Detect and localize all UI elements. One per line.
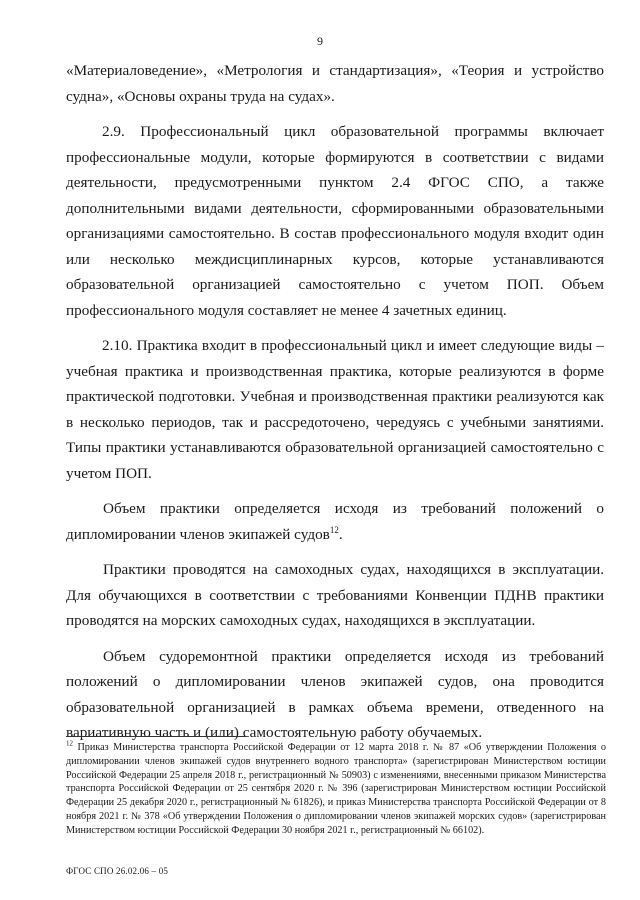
footnote (66, 741, 606, 838)
document-body (66, 58, 604, 746)
paragraph-continuation: «Материаловедение», «Метрология и стандартизация», «Теория и устройство судна», «Основы охраны труда на судах». (66, 62, 604, 105)
paragraph-self-propelled-vessels: Практики проводятся на самоходных судах, находящихся в эксплуатации. Для обучающихся в соответствии с требованиями Конвенции ПДНВ практики проводятся на морских самоходных судах, находящихся в эксплуатации. (66, 561, 604, 629)
paragraph-practice-volume-text: Объем практики определяется исходя из требований положений о дипломировании членов экипажей судов (66, 500, 604, 543)
paragraph-2-9: 2.9. Профессиональный цикл образовательной программы включает профессиональные модули, которые формируются в соответствии с видами деятельности, предусмотренными пунктом 2.4 ФГОС СПО, а также дополнительными видами деятельности, сформированными образовательными организациями самостоятельно. В состав профессионального модуля входит один или несколько междисциплинарных курсов, которые устанавливаются образовательной организацией самостоятельно с учетом ПОП. Объем профессионального модуля составляет не менее 4 зачетных единиц. (66, 123, 604, 319)
footer-document-code: ФГОС СПО 26.02.06 – 05 (66, 866, 169, 876)
footnote-separator (66, 736, 246, 737)
footnote-text: Приказ Министерства транспорта Российской Федерации от 12 марта 2018 г. № 87 «Об утверждении Положения о дипломировании членов экипажей судов внутреннего водного транспорта» (зарегистрирован Министерством юстиции Российской Федерации 25 апреля 2018 г., регистрационный № 50903) с изменениями, внесенными приказом Министерства транспорта Российской Федерации от 25 сентября 2020 г. № 396 (зарегистрирован Министерством юстиции Российской Федерации 25 декабря 2020 г., регистрационный № 61826), и приказ Министерства транспорта Российской Федерации от 8 ноября 2021 г. № 378 «Об утверждении Положения о дипломировании членов экипажей морских судов» (зарегистрирован Министерством юстиции Российской Федерации 30 ноября 2021 г., регистрационный № 66102). (66, 742, 606, 836)
footnote-reference: 12 (329, 524, 339, 535)
paragraph-practice-volume (66, 496, 604, 547)
paragraph-ship-repair-practice: Объем судоремонтной практики определяется исходя из требований положений о дипломировании членов экипажей судов, она проводится образовательной организацией в рамках объема времени, отведенного на вариативную часть и (или) самостоятельную работу обучаемых. (66, 647, 604, 741)
paragraph-2-10: 2.10. Практика входит в профессиональный цикл и имеет следующие виды – учебная практика и производственная практика, которые реализуются в форме практической подготовки. Учебная и производственная практики реализуются как в несколько периодов, так и рассредоточено, чередуясь с учебными занятиями. Типы практики устанавливаются образовательной организацией самостоятельно с учетом ПОП. (66, 337, 604, 482)
page-number: 9 (317, 34, 323, 48)
footnote-marker: 12 (66, 739, 73, 748)
paragraph-practice-volume-period: . (338, 525, 343, 543)
